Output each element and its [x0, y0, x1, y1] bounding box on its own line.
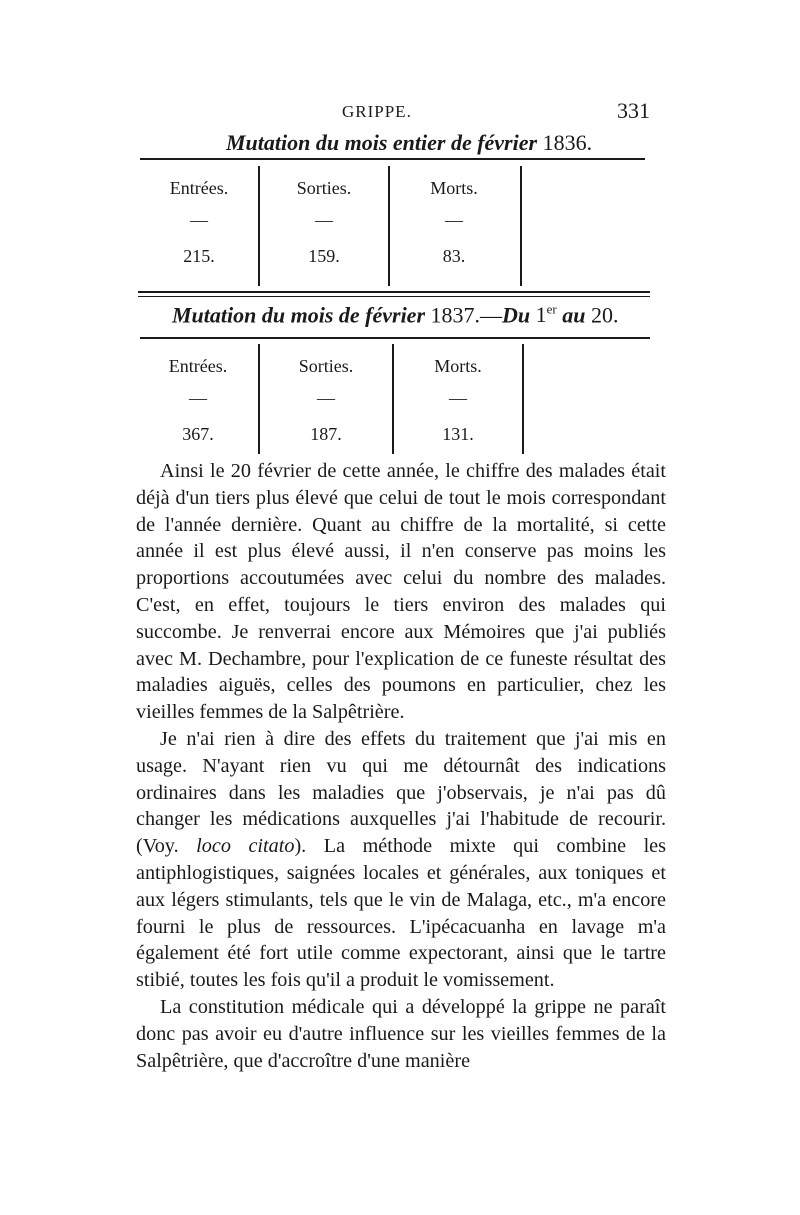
table2-col-sorties	[260, 350, 392, 450]
table2-col-dash: —	[449, 388, 467, 408]
table2-col-value: 367.	[182, 424, 214, 444]
table2-caption-au: au	[562, 302, 586, 328]
table1-col-value: 83.	[442, 246, 466, 266]
paragraph-text: Je n'ai rien à dire des effets du traitement que j'ai mis en usage. N'ayant rien vu qui me détournât des indications ordinaires dans les maladies que j'observais, je n'ai pas dû changer les médications auxquelles j'ai l'habitude de recourir. (Voy.	[136, 727, 666, 858]
table1-caption-year: 1836.	[542, 130, 593, 155]
table1-col-morts	[390, 172, 518, 272]
table2-col-dash: —	[317, 388, 335, 408]
table1-col-dash: —	[445, 210, 463, 230]
table2-caption-text: Mutation du mois de février	[172, 302, 426, 328]
table2-caption	[172, 302, 619, 328]
running-head	[0, 100, 800, 130]
table1-bottom-rule-thin	[138, 296, 650, 297]
table1-caption-text: Mutation du mois entier de février	[226, 130, 538, 155]
paragraph-italic-citation: loco citato	[196, 835, 295, 858]
table2-caption-day-number: 1	[535, 302, 547, 328]
body-text	[136, 458, 666, 1074]
paragraph: La constitution médicale qui a développé la grippe ne paraît donc pas avoir eu d'autre influence sur les vieilles femmes de la Salpêtrière, que d'accroître d'une manière	[136, 995, 666, 1072]
paragraph	[136, 726, 666, 994]
table1-col-header: Morts.	[430, 178, 478, 198]
table1-col-value: 215.	[183, 246, 215, 266]
table2-col-value: 131.	[442, 424, 474, 444]
table1-col-dash: —	[315, 210, 333, 230]
table2-col-header: Entrées.	[168, 356, 228, 376]
table1-col-divider	[520, 166, 522, 286]
table1-col-entrees	[140, 172, 258, 272]
table2-caption-du: Du	[502, 302, 531, 328]
table1-col-header: Entrées.	[169, 178, 229, 198]
table2-caption-end: 20.	[591, 302, 619, 328]
table2-col-divider	[522, 344, 524, 454]
table1-col-sorties	[260, 172, 388, 272]
page-number: 331	[617, 98, 650, 123]
table2-col-dash: —	[189, 388, 207, 408]
table1-col-value: 159.	[308, 246, 340, 266]
table1-top-rule	[140, 158, 645, 160]
table2-caption-separator: —	[480, 302, 503, 328]
table2-caption-day	[536, 302, 557, 327]
table1-bottom-rule	[138, 291, 650, 293]
table1-caption	[226, 130, 592, 156]
table1-col-dash: —	[190, 210, 208, 230]
paragraph-text: ). La méthode mixte qui combine les antiphlogistiques, saignées locales et générales, aux toniques et aux légers stimulants, tels que le vin de Malaga, etc., m'a encore fourni le plus de ressources. L'ipécacuanha en lavage m'a également été fort utile comme expectorant, ainsi que le tartre stibié, toutes les fois qu'il a produit le vomissement.	[136, 835, 666, 992]
running-head-title: GRIPPE.	[342, 102, 412, 121]
table2-col-header: Sorties.	[298, 356, 354, 376]
table2-col-morts	[394, 350, 522, 450]
table2-col-entrees	[138, 350, 258, 450]
table2-caption-day-suffix: er	[546, 302, 557, 317]
table2-top-rule	[140, 337, 650, 339]
table2-col-header: Morts.	[434, 356, 482, 376]
table1-col-header: Sorties.	[296, 178, 352, 198]
table2-col-value: 187.	[310, 424, 342, 444]
paragraph: Ainsi le 20 février de cette année, le chiffre des malades était déjà d'un tiers plus élevé que celui de tout le mois correspondant de l'année dernière. Quant au chiffre de la mortalité, si cette année il est plus élevé aussi, il n'en conserve pas moins les proportions accoutumées avec celui du nombre des malades. C'est, en effet, toujours le tiers environ des malades qui succombe. Je renverrai encore aux Mémoires que j'ai publiés avec M. Dechambre, pour l'explication de ce funeste résultat des maladies aiguës, celles des poumons en particulier, chez les vieilles femmes de la Salpêtrière.	[136, 460, 666, 724]
table2-caption-year: 1837.	[430, 302, 481, 328]
